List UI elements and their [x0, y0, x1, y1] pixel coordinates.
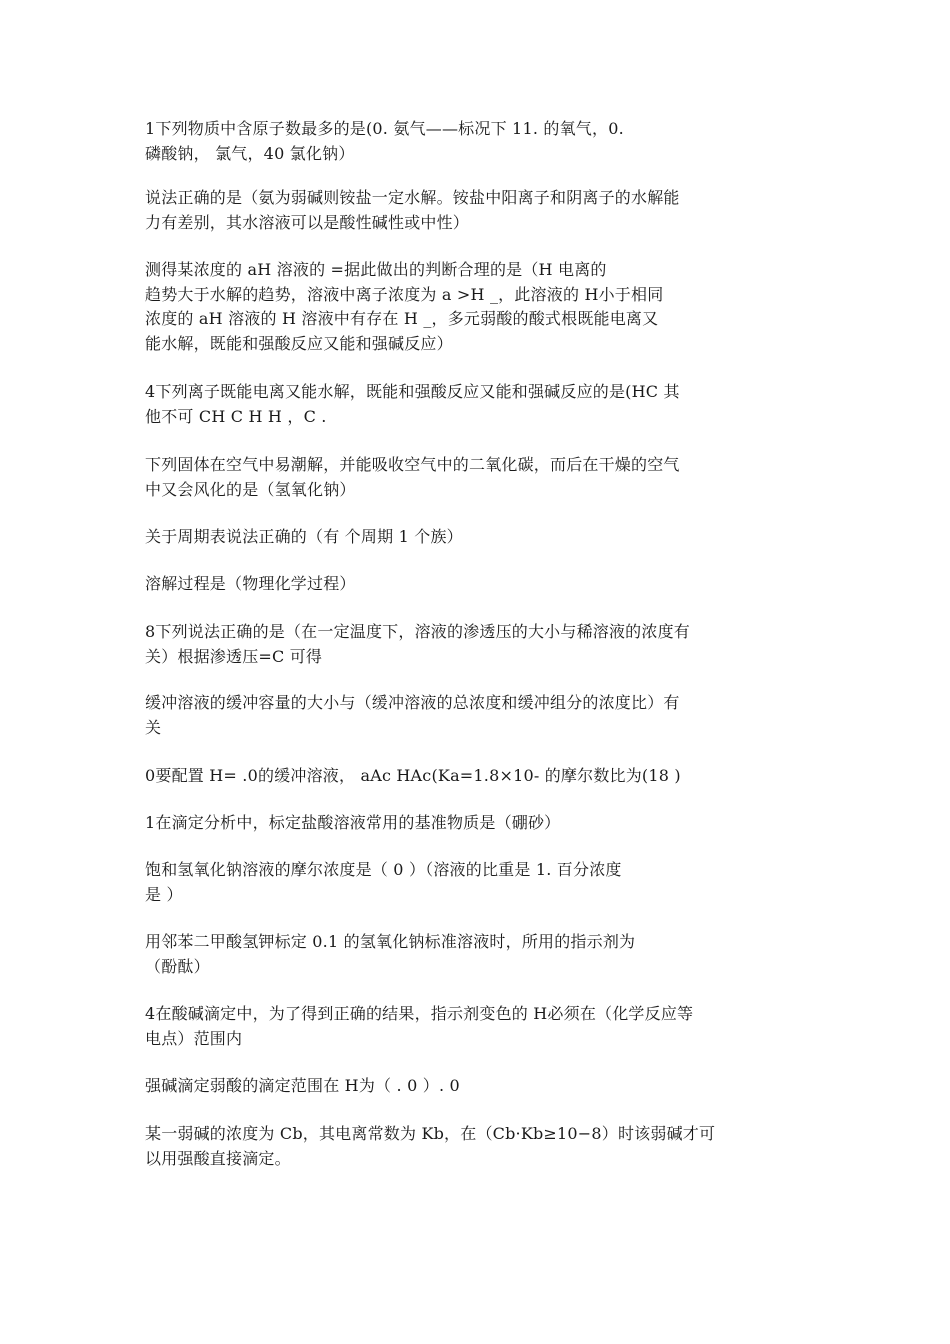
text-line: 电点）范围内 — [145, 1028, 243, 1048]
text-line: 溶解过程是（物理化学过程） — [145, 574, 356, 593]
text-line: 8下列说法正确的是（在一定温度下，溶液的渗透压的大小与稀溶液的浓度有 — [145, 622, 690, 641]
text-line: 趋势大于水解的趋势，溶液中离子浓度为 a >H _，此溶液的 H小于相同 — [145, 284, 664, 304]
text-line: 0要配置 H= .0的缓冲溶液， aAc HAc(Ka=1.8×10- 的摩尔数比为(18 ) — [145, 766, 681, 785]
text-line: 关于周期表说法正确的（有 个周期 1 个族） — [145, 527, 463, 546]
text-line: （酚酞） — [145, 956, 210, 976]
paragraph-5 — [145, 453, 810, 502]
paragraph-3 — [145, 258, 810, 356]
paragraph-14 — [145, 1002, 810, 1051]
text-line: 关）根据渗透压=C 可得 — [145, 646, 323, 666]
text-line: 是 ） — [145, 884, 183, 904]
text-line: 浓度的 aH 溶液的 H 溶液中有存在 H _，多元弱酸的酸式根既能电离又 — [145, 309, 659, 328]
text-line: 说法正确的是（氨为弱碱则铵盐一定水解。铵盐中阳离子和阴离子的水解能 — [145, 188, 680, 207]
text-line: 下列固体在空气中易潮解，并能吸收空气中的二氧化碳，而后在干燥的空气 — [145, 455, 680, 474]
text-line: 能水解，既能和强酸反应又能和强碱反应） — [145, 333, 453, 353]
text-line: 1在滴定分析中，标定盐酸溶液常用的基准物质是（硼砂） — [145, 813, 561, 832]
paragraph-2 — [145, 186, 810, 235]
paragraph-1 — [145, 117, 810, 166]
paragraph-15 — [145, 1074, 810, 1099]
paragraph-6 — [145, 525, 810, 550]
paragraph-11 — [145, 811, 810, 836]
text-line: 饱和氢氧化钠溶液的摩尔浓度是（ 0 ）（溶液的比重是 1. 百分浓度 — [145, 860, 622, 879]
paragraph-12 — [145, 858, 810, 907]
text-line: 中又会风化的是（氢氧化钠） — [145, 479, 356, 499]
text-line: 某一弱碱的浓度为 Cb，其电离常数为 Kb，在（Cb·Kb≥10−8）时该弱碱才可 — [145, 1124, 716, 1143]
text-line: 强碱滴定弱酸的滴定范围在 H为（ . 0 ）. 0 — [145, 1076, 460, 1095]
paragraph-8 — [145, 620, 810, 669]
paragraph-4 — [145, 380, 810, 429]
text-line: 1下列物质中含原子数最多的是(0. 氨气——标况下 11. 的氧气，0. — [145, 119, 624, 138]
text-line: 缓冲溶液的缓冲容量的大小与（缓冲溶液的总浓度和缓冲组分的浓度比）有 — [145, 693, 680, 712]
text-line: 他不可 CH C H H ，C . — [145, 406, 327, 426]
paragraph-10 — [145, 764, 810, 789]
text-line: 4在酸碱滴定中，为了得到正确的结果，指示剂变色的 H必须在（化学反应等 — [145, 1004, 694, 1023]
text-line: 用邻苯二甲酸氢钾标定 0.1 的氢氧化钠标准溶液时，所用的指示剂为 — [145, 932, 636, 951]
paragraph-13 — [145, 930, 810, 979]
text-line: 磷酸钠， 氯气，40 氯化钠） — [145, 143, 355, 163]
text-line: 关 — [145, 717, 162, 737]
paragraph-9 — [145, 691, 810, 740]
paragraph-16 — [145, 1122, 810, 1171]
paragraph-7 — [145, 572, 810, 597]
text-line: 4下列离子既能电离又能水解，既能和强酸反应又能和强碱反应的是(HC 其 — [145, 382, 680, 401]
text-line: 测得某浓度的 aH 溶液的 =据此做出的判断合理的是（H 电离的 — [145, 260, 607, 279]
text-line: 力有差别，其水溶液可以是酸性碱性或中性） — [145, 212, 470, 232]
text-line: 以用强酸直接滴定。 — [145, 1148, 291, 1168]
